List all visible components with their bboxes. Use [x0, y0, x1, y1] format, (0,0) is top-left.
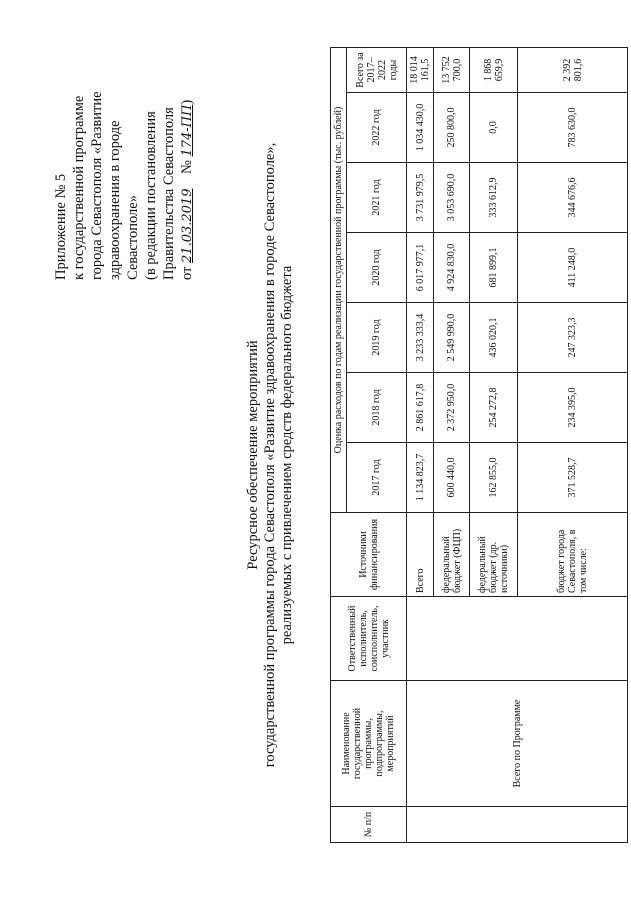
value-cell: 1 134 823,7	[407, 443, 434, 513]
header-num: № п/п	[331, 807, 407, 843]
handwritten-date: 21.03.2019	[180, 188, 195, 263]
value-cell: 3 233 333,4	[407, 303, 434, 373]
group-label: Всего по Программе	[407, 681, 628, 807]
value-cell: 2 549 990,0	[434, 303, 470, 373]
total-cell: 1 868 659,9	[470, 47, 518, 92]
title-line: Ресурсное обеспечение мероприятий	[245, 340, 261, 570]
value-cell: 250 800,0	[434, 93, 470, 163]
row-num-cell	[407, 807, 628, 843]
title-line: государственной программы города Севастополя «Развитие здравоохранения в городе Севастополе»,	[262, 142, 278, 768]
header-year: 2018 год	[347, 373, 407, 443]
responsible-cell	[407, 597, 628, 681]
appendix-line: города Севастополя «Развитие	[89, 91, 105, 280]
value-cell: 344 676,6	[518, 163, 628, 233]
value-cell: 681 899,1	[470, 233, 518, 303]
value-cell: 1 034 430,0	[407, 93, 434, 163]
resource-table	[330, 47, 628, 843]
source-cell: федеральный бюджет (др. источники)	[470, 513, 518, 597]
header-responsible: Ответственный исполнитель, соисполнитель, участник	[331, 597, 407, 681]
appendix-line: здравоохранения в городе	[107, 120, 123, 280]
value-cell: 600 440,0	[434, 443, 470, 513]
appendix-line: Правительства Севастополя	[161, 107, 177, 280]
title-line: реализуемых с привлечением средств федерального бюджета	[279, 265, 295, 645]
source-cell: бюджет города Севастополя, в том числе:	[518, 513, 628, 597]
date-prefix: от	[179, 266, 195, 280]
header-estimate: Оценка расходов по годам реализации государственной программы (тыс. рублей)	[331, 47, 347, 512]
value-cell: 2 372 950,0	[434, 373, 470, 443]
header-name: Наименование государственной программы, подпрограммы, мероприятий	[331, 681, 407, 807]
value-cell: 333 612,9	[470, 163, 518, 233]
header-source: Источники финансирования	[331, 513, 407, 597]
value-cell: 234 395,0	[518, 373, 628, 443]
header-year: 2017 год	[347, 443, 407, 513]
header-year: 2021 год	[347, 163, 407, 233]
value-cell: 783 630,0	[518, 93, 628, 163]
value-cell: 0,0	[470, 93, 518, 163]
value-cell: 254 272,8	[470, 373, 518, 443]
value-cell: 6 017 977,1	[407, 233, 434, 303]
number-prefix: №	[179, 160, 195, 175]
header-row	[331, 47, 347, 842]
total-cell: 13 752 700,0	[434, 47, 470, 92]
header-year: 2022 год	[347, 93, 407, 163]
source-cell: Всего	[407, 513, 434, 597]
value-cell: 3 731 979,5	[407, 163, 434, 233]
value-cell: 2 861 617,8	[407, 373, 434, 443]
appendix-line: Приложение № 5	[53, 173, 69, 280]
appendix-line: Севастополе»	[125, 195, 141, 280]
appendix-line: к государственной программе	[71, 95, 87, 280]
value-cell: 247 323,3	[518, 303, 628, 373]
value-cell: 436 020,1	[470, 303, 518, 373]
header-year: 2019 год	[347, 303, 407, 373]
value-cell: 411 248,0	[518, 233, 628, 303]
total-cell: 18 014 161,5	[407, 47, 434, 92]
appendix-line: (в редакции постановления	[143, 111, 159, 280]
appendix-date-line: от 21.03.2019 № 174-ПП)	[179, 99, 195, 280]
header-year: 2020 год	[347, 233, 407, 303]
header-year-total: Всего за 2017–2022 годы	[347, 47, 407, 92]
handwritten-number: 174-ПП	[180, 104, 195, 157]
table-row	[407, 47, 434, 842]
value-cell: 162 855,0	[470, 443, 518, 513]
document-title	[245, 65, 296, 845]
value-cell: 4 924 830,0	[434, 233, 470, 303]
total-cell: 2 392 801,6	[518, 47, 628, 92]
value-cell: 3 053 690,0	[434, 163, 470, 233]
value-cell: 371 528,7	[518, 443, 628, 513]
source-cell: федеральный бюджет (ФЦП)	[434, 513, 470, 597]
appendix-header	[52, 60, 197, 280]
